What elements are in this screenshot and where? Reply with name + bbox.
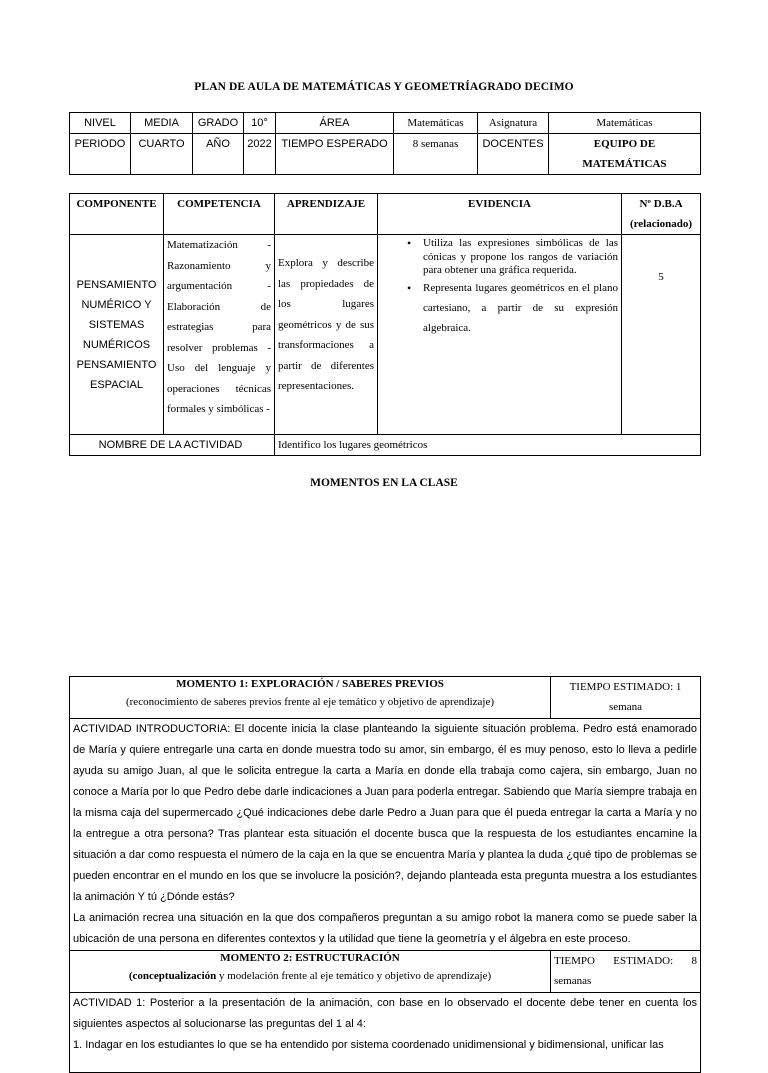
moments-table [69, 676, 701, 1073]
evidencia-item: • Utiliza las expresiones simbólicas de las cónicas y propone los rangos de variación para obtener una gráfica requerida. [423, 237, 618, 278]
asignatura-value: Matemáticas [549, 113, 701, 134]
grado-value: 10° [244, 113, 276, 134]
moment1-subtitle: (reconocimiento de saberes previos frente al eje temático y objetivo de aprendizaje) [125, 696, 495, 708]
header-table [69, 112, 701, 175]
moment1-header [70, 677, 551, 719]
componente-cell: PENSAMIENTO NUMÉRICO Y SISTEMAS NUMÉRICOS PENSAMIENTO ESPACIAL [70, 235, 164, 435]
header-competencia: COMPETENCIA [164, 194, 275, 235]
moment2-text-1: ACTIVIDAD 1: Posterior a la presentación de la animación, con base en lo observado el docente debe tener en cuenta los siguientes aspectos al solucionarse las preguntas del 1 al 4: [73, 997, 697, 1030]
aprendizaje-cell: Explora y describe las propiedades de los lugares geométricos y de sus transformaciones a partir de diferentes representaciones. [275, 235, 378, 435]
moment1-text-1: ACTIVIDAD INTRODUCTORIA: El docente inicia la clase planteando la siguiente situación problema. Pedro está enamorado de María y quiere entregarle una carta en donde muestra todo su amor, sin embargo, él es muy penoso, esto lo lleva a pedirle ayuda su amigo Juan, al que le solicita entregue la carta a María en donde ella trabaja como cajera, sin embargo, Juan no conoce a María por lo que Pedro debe darle indicaciones a Juan para poderla entregar. Sabiendo que María siempre trabaja en la misma caja del supermercado ¿Qué indicaciones debe darle Pedro a Juan para que él pueda entregar la carta a María y no la entregue a otra persona? Tras plantear esta situación el docente busca que la respuesta de los estudiantes encamine la situación a dar como respuesta el número de la caja en la que se encuentra María y plantea la duda ¿qué tipo de problemas se pueden encontrar en el mundo en los que se involucre la posición?, dejando planteada esta pregunta muestra a los estudiantes la animación Y tú ¿Dónde estás? [73, 723, 697, 903]
actividad-value: Identifico los lugares geométricos [275, 435, 701, 456]
header-dba: Nº D.B.A (relacionado) [622, 194, 701, 235]
area-label: ÁREA [276, 113, 394, 134]
grado-label: GRADO [193, 113, 244, 134]
moment2-body [70, 993, 701, 1073]
moment2-subtitle-rest: y modelación frente al eje temático y objetivo de aprendizaje) [216, 970, 492, 982]
moment2-time: TIEMPO ESTIMADO: 8 semanas [551, 951, 701, 993]
document-title: PLAN DE AULA DE MATEMÁTICAS Y GEOMETRÍAGRADO DECIMO [194, 81, 574, 93]
asignatura-label: Asignatura [478, 113, 549, 134]
ano-label: AÑO [193, 134, 244, 175]
dba-cell: 5 [622, 235, 701, 435]
moment2-subtitle [73, 965, 547, 987]
tiempo-value: 8 semanas [394, 134, 478, 175]
moment2-header [70, 951, 551, 993]
moment2-title: MOMENTO 2: ESTRUCTURACIÓN [220, 952, 400, 964]
moment2-text-2: 1. Indagar en los estudiantes lo que se ha entendido por sistema coordenado unidimensional y bidimensional, unificar las [73, 1039, 664, 1051]
moments-title: MOMENTOS EN LA CLASE [310, 477, 458, 489]
competencia-cell: Matematización - Razonamiento y argumentación - Elaboración de estrategias para resolver problemas - Uso del lenguaje y operaciones técnicas formales y simbólicas - [164, 235, 275, 435]
header-componente: COMPONENTE [70, 194, 164, 235]
periodo-value: CUARTO [131, 134, 193, 175]
nivel-value: MEDIA [131, 113, 193, 134]
docentes-value: EQUIPO DE MATEMÁTICAS [549, 134, 701, 175]
actividad-label: NOMBRE DE LA ACTIVIDAD [70, 435, 275, 456]
moment2-subtitle-bold: (conceptualización [128, 970, 217, 982]
moment1-title: MOMENTO 1: EXPLORACIÓN / SABERES PREVIOS [176, 678, 444, 690]
nivel-label: NIVEL [70, 113, 131, 134]
header-evidencia: EVIDENCIA [378, 194, 622, 235]
evidencia-list [381, 237, 618, 338]
tiempo-label: TIEMPO ESPERADO [276, 134, 394, 175]
moment1-text-2: La animación recrea una situación en la que dos compañeros preguntan a su amigo robot la manera como se puede saber la ubicación de una persona en diferentes contextos y la utilidad que tiene la geometría y el álgebra en este proceso. [73, 912, 697, 945]
moment1-body [70, 719, 701, 951]
evidencia-cell [378, 235, 622, 435]
periodo-label: PERIODO [70, 134, 131, 175]
evidencia-item: • Representa lugares geométricos en el plano cartesiano, a partir de su expresión algebraica. [423, 278, 618, 338]
header-aprendizaje: APRENDIZAJE [275, 194, 378, 235]
docentes-label: DOCENTES [478, 134, 549, 175]
area-value: Matemáticas [394, 113, 478, 134]
plan-table [69, 193, 701, 456]
moment1-time: TIEMPO ESTIMADO: 1 semana [551, 677, 701, 719]
ano-value: 2022 [244, 134, 276, 175]
